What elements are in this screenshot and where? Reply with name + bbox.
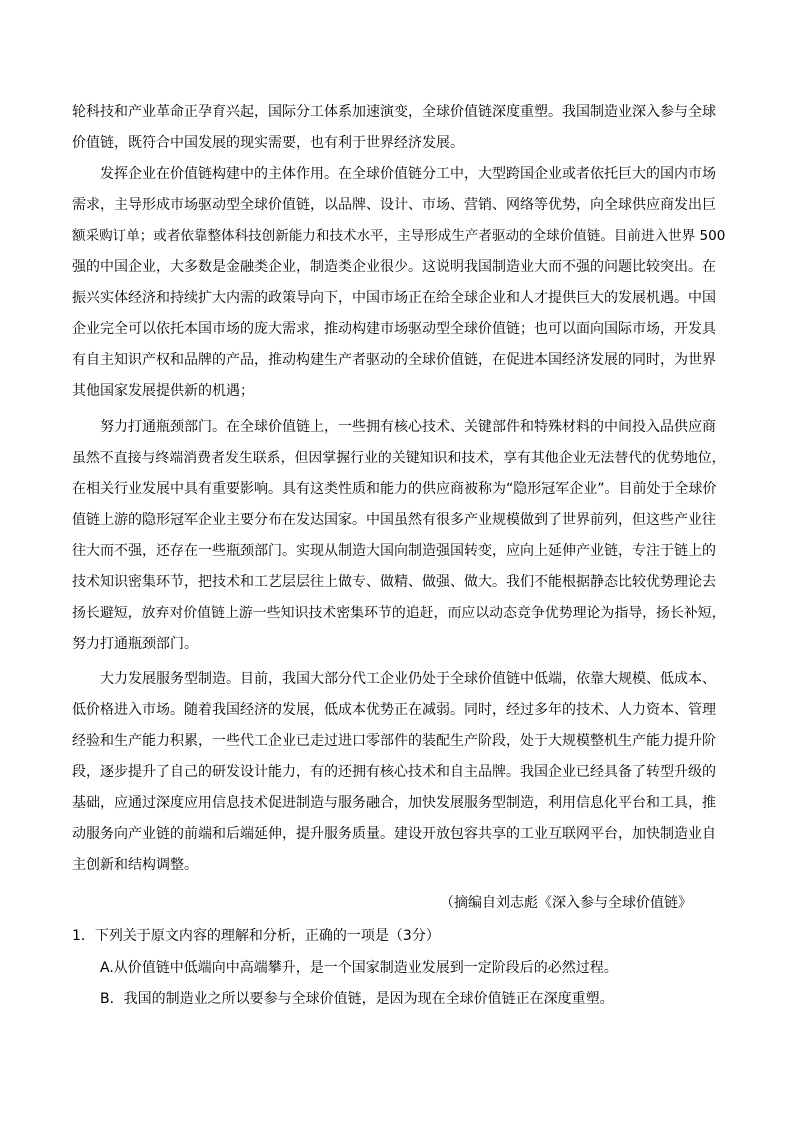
paragraph-line: 轮科技和产业革命正孕育兴起，国际分工体系加速演变，全球价值链深度重塑。我国制造业深入参与全球 <box>72 104 716 120</box>
paragraph-line: 大力发展服务型制造。目前，我国大部分代工企业仍处于全球价值链中低端，依靠大规模、低成本、 <box>100 671 716 687</box>
paragraph-line: 其他国家发展提供新的机遇； <box>72 383 254 399</box>
paragraph-line: 基础，应通过深度应用信息技术促进制造与服务融合，加快发展服务型制造，利用信息化平台和工具，推 <box>72 795 716 811</box>
paragraph-line: 额采购订单；或者依靠整体科技创新能力和技术水平，主导形成生产者驱动的全球价值链。目前进入世界 500 <box>72 228 726 244</box>
paragraph-line: 技术知识密集环节，把技术和工艺层层往上做专、做精、做强、做大。我们不能根据静态比较优势理论去 <box>72 574 716 590</box>
paragraph-line: 有自主知识产权和品牌的产品，推动构建生产者驱动的全球价值链，在促进本国经济发展的同时，为世界 <box>72 352 716 368</box>
paragraph-line: 在相关行业发展中具有重要影响。具有这类性质和能力的供应商被称为“隐形冠军企业”。目前处于全球价 <box>72 481 717 497</box>
paragraph-line: 往大而不强，还存在一些瓶颈部门。实现从制造大国向制造强国转变，应向上延伸产业链，专注于链上的 <box>72 543 716 559</box>
paragraph-line: 努力打通瓶颈部门。在全球价值链上，一些拥有核心技术、关键部件和特殊材料的中间投入品供应商 <box>100 419 716 435</box>
question-option: A.从价值链中低端向中高端攀升，是一个国家制造业发展到一定阶段后的必然过程。 <box>100 960 618 976</box>
paragraph-line: 努力打通瓶颈部门。 <box>72 636 198 652</box>
paragraph-line: 发挥企业在价值链构建中的主体作用。在全球价值链分工中，大型跨国企业或者依托巨大的国内市场 <box>100 166 716 182</box>
paragraph-line: 经验和生产能力积累，一些代工企业已走过进口零部件的装配生产阶段，处于大规模整机生产能力提升阶 <box>72 733 716 749</box>
paragraph-line: 价值链，既符合中国发展的现实需要，也有利于世界经济发展。 <box>72 135 464 151</box>
question-option: B．我国的制造业之所以要参与全球价值链，是因为现在全球价值链正在深度重塑。 <box>100 991 614 1007</box>
source-note: （摘编自刘志彪《深入参与全球价值链》 <box>440 895 692 911</box>
paragraph-line: 扬长避短，放弃对价值链上游一些知识技术密集环节的追赶，而应以动态竞争优势理论为指导，扬长补短， <box>72 605 726 621</box>
paragraph-line: 振兴实体经济和持续扩大内需的政策导向下，中国市场正在给全球企业和人才提供巨大的发展机遇。中国 <box>72 290 716 306</box>
paragraph-line: 动服务向产业链的前端和后端延伸，提升服务质量。建设开放包容共享的工业互联网平台，加快制造业自 <box>72 826 716 842</box>
paragraph-line: 值链上游的隐形冠军企业主要分布在发达国家。中国虽然有很多产业规模做到了世界前列，但这些产业往 <box>72 512 716 528</box>
paragraph-line: 虽然不直接与终端消费者发生联系，但因掌握行业的关键知识和技术，享有其他企业无法替代的优势地位， <box>72 450 726 466</box>
paragraph-line: 主创新和结构调整。 <box>72 857 198 873</box>
question-stem: 1．下列关于原文内容的理解和分析，正确的一项是（3分） <box>72 928 440 944</box>
paragraph-line: 需求，主导形成市场驱动型全球价值链，以品牌、设计、市场、营销、网络等优势，向全球供应商发出巨 <box>72 197 716 213</box>
paragraph-line: 段，逐步提升了自己的研发设计能力，有的还拥有核心技术和自主品牌。我国企业已经具备了转型升级的 <box>72 764 716 780</box>
paragraph-line: 低价格进入市场。随着我国经济的发展，低成本优势正在减弱。同时，经过多年的技术、人力资本、管理 <box>72 702 716 718</box>
paragraph-line: 强的中国企业，大多数是金融类企业，制造类企业很少。这说明我国制造业大而不强的问题比较突出。在 <box>72 259 716 275</box>
paragraph-line: 企业完全可以依托本国市场的庞大需求，推动构建市场驱动型全球价值链；也可以面向国际市场，开发具 <box>72 321 716 337</box>
